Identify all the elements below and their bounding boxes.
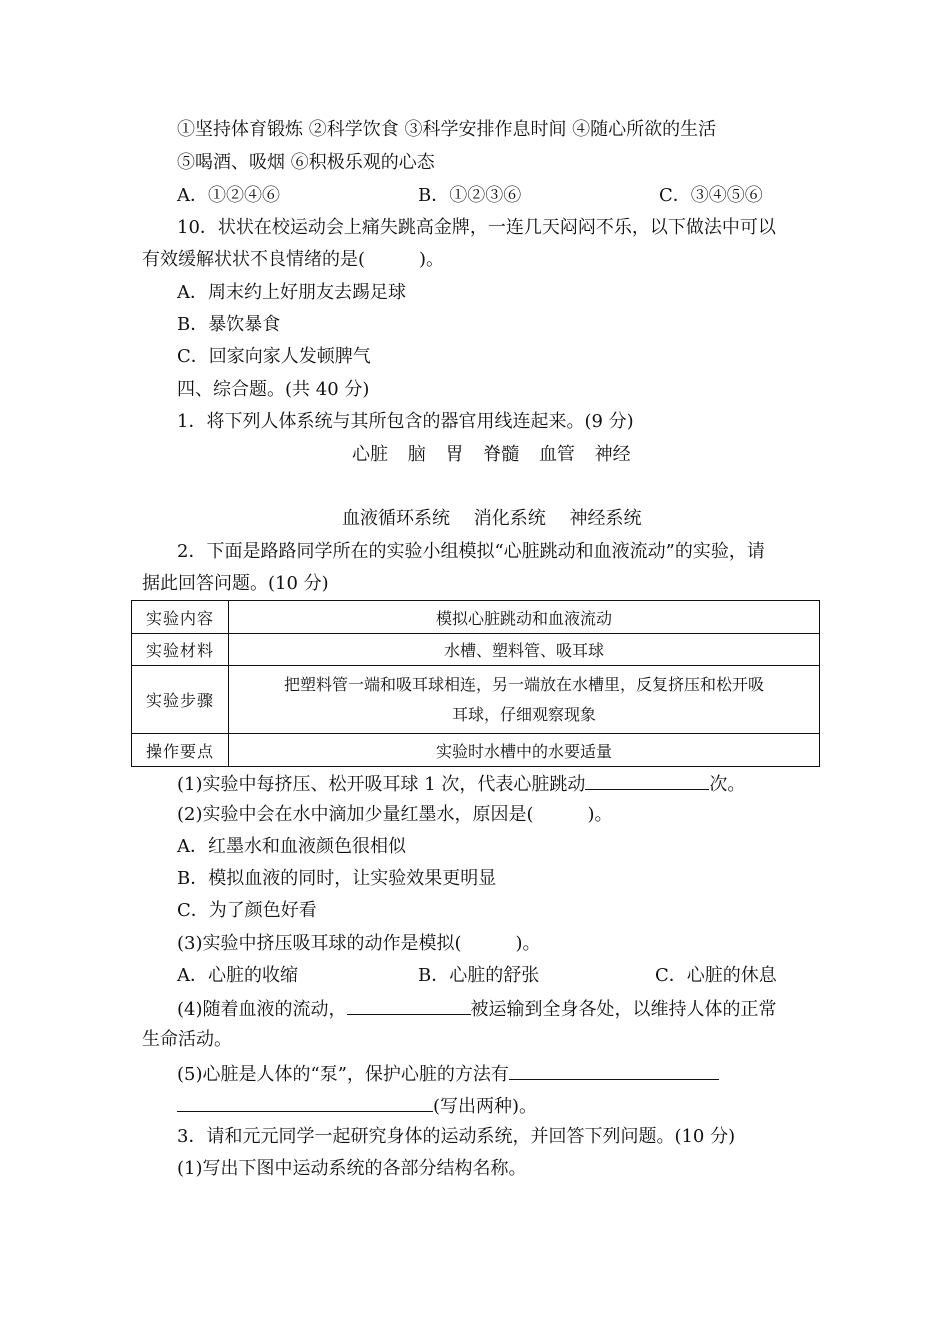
q4-3-sub1: (1)写出下图中运动系统的各部分结构名称。 — [177, 1158, 527, 1179]
row-value — [229, 666, 820, 734]
sub2-option-b: B．模拟血液的同时，让实验效果更明显 — [177, 868, 497, 889]
row-label: 实验材料 — [132, 634, 229, 666]
q4-2-stem-line2: 据此回答问题。(10 分) — [142, 573, 329, 594]
q4-3-stem: 3．请和元元同学一起研究身体的运动系统，并回答下列问题。(10 分) — [177, 1126, 736, 1147]
row-value: 实验时水槽中的水要适量 — [229, 734, 820, 767]
q4-2-stem-line1: 2．下面是路路同学所在的实验小组模拟“心脏跳动和血液流动”的实验，请 — [177, 541, 765, 562]
sub2-option-a: A．红墨水和血液颜色很相似 — [177, 836, 406, 857]
sub2-option-c: C．为了颜色好看 — [177, 900, 317, 921]
q4-2-sub3: (3)实验中挤压吸耳球的动作是模拟( )。 — [177, 933, 541, 954]
q9-option-c: C．③④⑤⑥ — [659, 185, 763, 206]
system-nervous: 神经系统 — [569, 508, 642, 529]
organ-stomach: 胃 — [445, 444, 464, 465]
row-label: 实验内容 — [132, 601, 229, 634]
system-digestive: 消化系统 — [473, 508, 546, 529]
organ-heart: 心脏 — [352, 444, 388, 465]
q4-2-sub5 — [177, 1061, 719, 1087]
organ-nerve: 神经 — [594, 444, 631, 465]
table-row — [132, 601, 820, 634]
row-value-line2: 耳球，仔细观察现象 — [451, 704, 596, 724]
q9-option-a: A．①②④⑥ — [177, 185, 280, 206]
q9-option-b: B．①②③⑥ — [418, 185, 522, 206]
q4-2-sub4-line2: 生命活动。 — [142, 1029, 232, 1050]
row-value: 水槽、塑料管、吸耳球 — [229, 634, 820, 666]
sub3-option-b: B．心脏的舒张 — [418, 965, 540, 986]
row-value-line1: 把塑料管一端和吸耳球相连，另一端放在水槽里，反复挤压和松开吸 — [283, 674, 764, 694]
table-row — [132, 634, 820, 666]
organ-list — [352, 443, 631, 467]
sub5-text: (5)心脏是人体的“泵”，保护心脏的方法有 — [177, 1064, 509, 1085]
row-label: 操作要点 — [132, 734, 229, 767]
q4-2-sub2: (2)实验中会在水中滴加少量红墨水，原因是( )。 — [177, 804, 613, 825]
system-list — [342, 507, 641, 531]
sub4-suffix: 被运输到全身各处，以维持人体的正常 — [470, 999, 777, 1020]
q10-option-c: C．回家向家人发顿脾气 — [177, 346, 371, 367]
q4-1-stem: 1．将下列人体系统与其所包含的器官用线连起来。(9 分) — [177, 411, 634, 432]
row-value: 模拟心脏跳动和血液流动 — [229, 601, 820, 634]
row-label: 实验步骤 — [132, 666, 229, 734]
sub5-suffix: (写出两种)。 — [433, 1096, 538, 1117]
organ-brain: 脑 — [407, 444, 426, 465]
experiment-table — [131, 600, 820, 767]
q10-option-a: A．周末约上好朋友去踢足球 — [177, 282, 406, 303]
sub4-text: (4)随着血液的流动， — [177, 999, 347, 1020]
sub1-suffix: 次。 — [709, 774, 746, 795]
section-title: 四、综合题。(共 40 分) — [177, 379, 370, 400]
q4-2-sub1 — [177, 771, 745, 797]
q9-items-line1: ①坚持体育锻炼 ②科学饮食 ③科学安排作息时间 ④随心所欲的生活 — [177, 119, 717, 140]
q4-2-sub4 — [177, 996, 777, 1022]
q10-stem-line2: 有效缓解状状不良情绪的是( )。 — [142, 249, 445, 270]
sub3-option-a: A．心脏的收缩 — [177, 965, 298, 986]
sub1-text: (1)实验中每挤压、松开吸耳球 1 次，代表心脏跳动 — [177, 774, 586, 795]
answer-blank[interactable] — [585, 771, 709, 790]
answer-blank[interactable] — [509, 1061, 719, 1080]
q10-option-b: B．暴饮暴食 — [177, 314, 281, 335]
table-row — [132, 734, 820, 767]
organ-spinal-cord: 脊髓 — [483, 444, 520, 465]
sub3-option-c: C．心脏的休息 — [655, 965, 777, 986]
answer-blank[interactable] — [177, 1093, 433, 1112]
q9-items-line2: ⑤喝酒、吸烟 ⑥积极乐观的心态 — [177, 152, 435, 173]
table-row — [132, 666, 820, 734]
system-circulatory: 血液循环系统 — [342, 508, 450, 529]
q4-2-sub5-line2 — [177, 1093, 537, 1119]
organ-blood-vessel: 血管 — [538, 444, 575, 465]
answer-blank[interactable] — [347, 996, 471, 1015]
q10-stem-line1: 10．状状在校运动会上痛失跳高金牌，一连几天闷闷不乐，以下做法中可以 — [177, 217, 776, 238]
